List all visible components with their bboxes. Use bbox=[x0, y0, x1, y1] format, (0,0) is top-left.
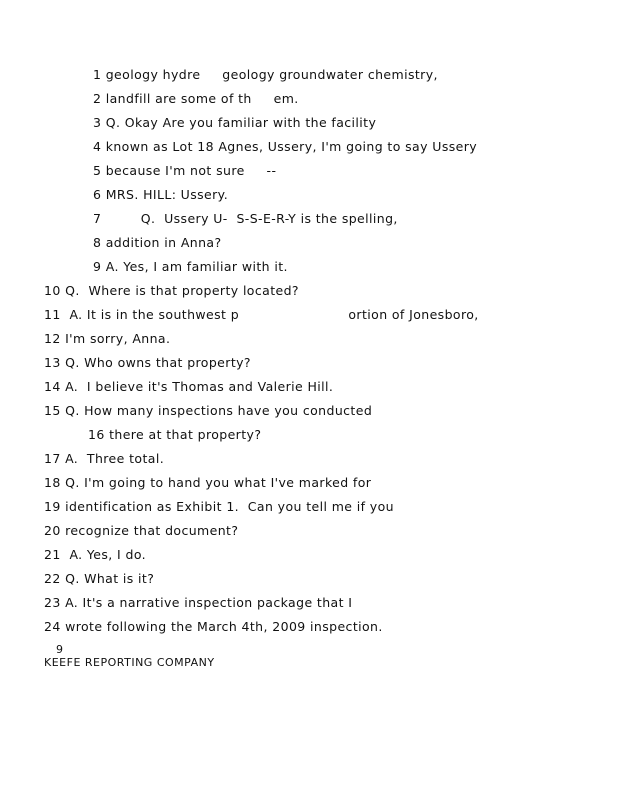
transcript-line: 24 wrote following the March 4th, 2009 inspection. bbox=[44, 619, 383, 634]
transcript-line: 2 landfill are some of th em. bbox=[93, 91, 299, 106]
transcript-line: 18 Q. I'm going to hand you what I've marked for bbox=[44, 475, 372, 490]
transcript-line: 23 A. It's a narrative inspection package that I bbox=[44, 595, 353, 610]
transcript-line: 9 A. Yes, I am familiar with it. bbox=[93, 259, 288, 274]
page-number: 9 bbox=[56, 643, 64, 656]
transcript-line: 21 A. Yes, I do. bbox=[44, 547, 147, 562]
transcript-line: 3 Q. Okay Are you familiar with the facility bbox=[93, 115, 377, 130]
transcript-line: 14 A. I believe it's Thomas and Valerie Hill. bbox=[44, 379, 334, 394]
transcript-line: 7 Q. Ussery U- S-S-E-R-Y is the spelling, bbox=[93, 211, 398, 226]
transcript-line: 5 because I'm not sure -- bbox=[93, 163, 277, 178]
transcript-line: 6 MRS. HILL: Ussery. bbox=[93, 187, 229, 202]
transcript-line: 19 identification as Exhibit 1. Can you tell me if you bbox=[44, 499, 394, 514]
transcript-line: 8 addition in Anna? bbox=[93, 235, 222, 250]
transcript-line: 20 recognize that document? bbox=[44, 523, 239, 538]
transcript-line: 22 Q. What is it? bbox=[44, 571, 155, 586]
transcript-line: 16 there at that property? bbox=[88, 427, 262, 442]
transcript-line: 12 I'm sorry, Anna. bbox=[44, 331, 171, 346]
transcript-line: 17 A. Three total. bbox=[44, 451, 165, 466]
transcript-line: 15 Q. How many inspections have you conducted bbox=[44, 403, 373, 418]
footer-reporter: KEEFE REPORTING COMPANY bbox=[44, 656, 215, 669]
transcript-line: 11 A. It is in the southwest p ortion of Jonesboro, bbox=[44, 307, 479, 322]
transcript-line: 13 Q. Who owns that property? bbox=[44, 355, 251, 370]
transcript-line: 10 Q. Where is that property located? bbox=[44, 283, 299, 298]
transcript-line: 4 known as Lot 18 Agnes, Ussery, I'm going to say Ussery bbox=[93, 139, 478, 154]
transcript-line: 1 geology hydre geology groundwater chemistry, bbox=[93, 67, 438, 82]
